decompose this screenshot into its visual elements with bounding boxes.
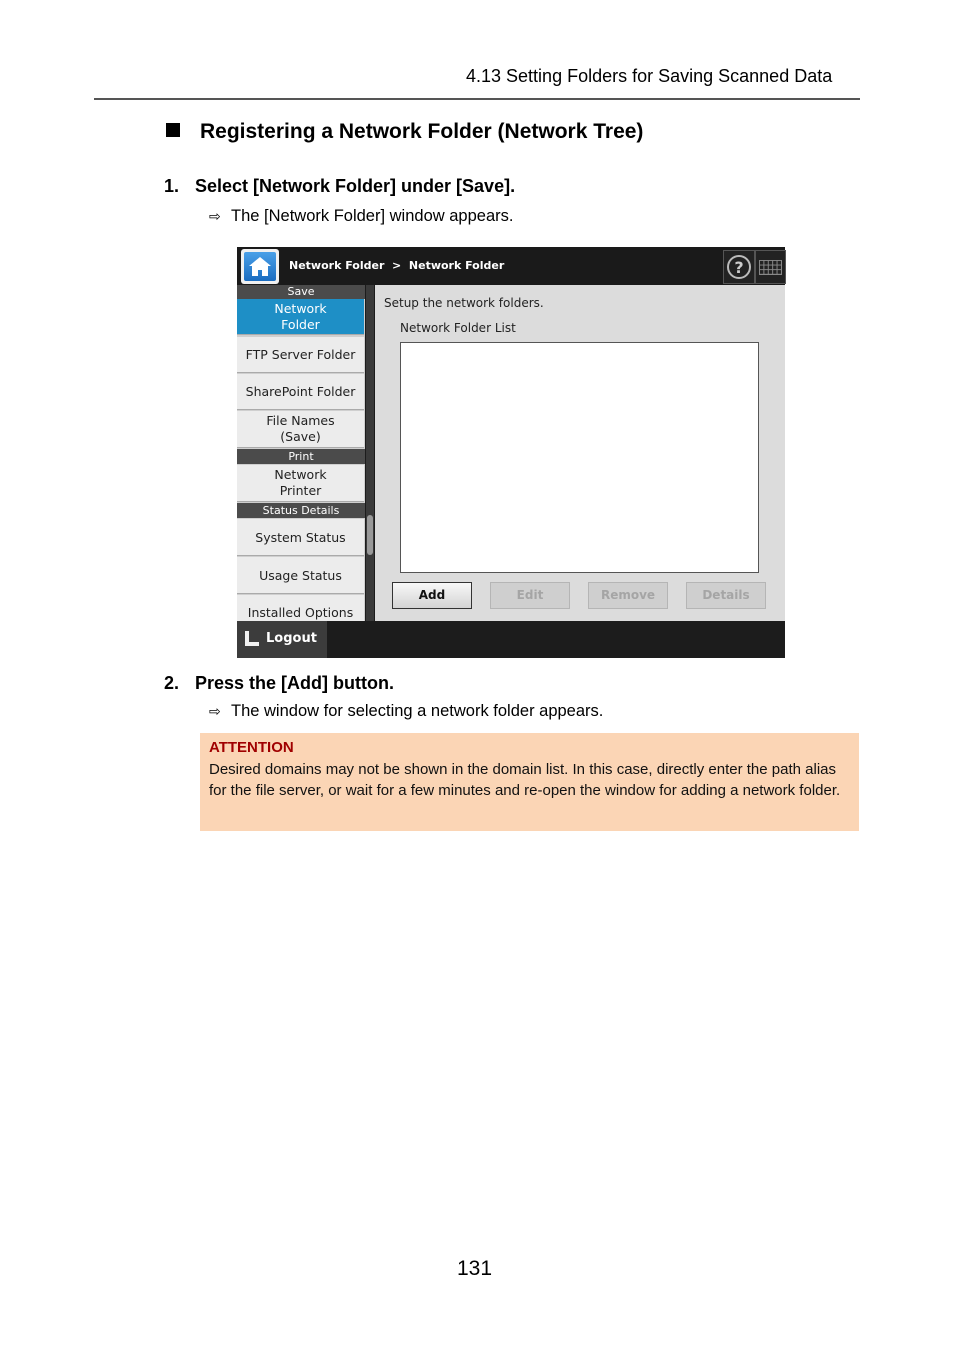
sidebar-item-sharepoint-folder[interactable]: SharePoint Folder [237, 374, 364, 410]
sidebar-header-status-details: Status Details [237, 503, 365, 518]
home-icon [244, 252, 276, 281]
result-arrow-icon: ⇨ [209, 208, 221, 224]
step-1-number: 1. [164, 176, 180, 196]
help-icon: ? [727, 255, 751, 279]
result-arrow-icon: ⇨ [209, 703, 221, 719]
logout-label: Logout [266, 631, 317, 646]
step-1-text: Select [Network Folder] under [Save]. [195, 176, 516, 196]
sidebar-header-print: Print [237, 449, 365, 464]
sidebar-header-save: Save [237, 285, 365, 299]
step-2-text: Press the [Add] button. [195, 673, 394, 693]
logout-button[interactable] [237, 621, 327, 658]
step-1 [164, 176, 515, 197]
section-title-text: Registering a Network Folder (Network Tree) [200, 120, 644, 143]
add-button[interactable]: Add [392, 582, 472, 609]
attention-body: Desired domains may not be shown in the domain list. In this case, directly enter the path alias for the file server, or wait for a few minutes and re-open the window for adding a network folder. [209, 761, 841, 799]
instruction-text: Setup the network folders. [384, 296, 544, 310]
breadcrumb: Network Folder > Network Folder [289, 259, 505, 272]
home-button[interactable] [241, 249, 279, 284]
sidebar-item-installed-options[interactable]: Installed Options [237, 595, 364, 621]
network-folder-screenshot [237, 247, 785, 658]
keyboard-button[interactable] [755, 250, 786, 284]
header-rule [94, 98, 860, 100]
content-panel [375, 285, 785, 621]
attention-title: ATTENTION [209, 739, 294, 756]
sidebar-item-file-names[interactable]: File Names (Save) [237, 411, 364, 448]
running-header: 4.13 Setting Folders for Saving Scanned Data [466, 66, 833, 86]
list-label: Network Folder List [400, 321, 516, 335]
edit-button[interactable]: Edit [490, 582, 570, 609]
sidebar-item-network-printer[interactable]: Network Printer [237, 465, 364, 502]
sidebar-item-network-folder[interactable]: Network Folder [237, 299, 364, 335]
step-1-result [209, 207, 513, 226]
network-folder-list[interactable] [400, 342, 759, 573]
sidebar-item-usage-status[interactable]: Usage Status [237, 557, 364, 594]
bullet-square-icon [166, 123, 180, 137]
sidebar-scroll-thumb[interactable] [367, 515, 373, 555]
sidebar-item-ftp-server-folder[interactable]: FTP Server Folder [237, 337, 364, 373]
step-2-result [209, 702, 603, 721]
attention-box [200, 733, 859, 831]
step-2-result-text: The window for selecting a network folder appears. [231, 702, 604, 720]
remove-button[interactable]: Remove [588, 582, 668, 609]
step-2-number: 2. [164, 673, 180, 693]
sidebar-scrollbar[interactable] [366, 285, 374, 621]
sidebar [237, 285, 365, 621]
details-button[interactable]: Details [686, 582, 766, 609]
page-number: 131 [457, 1257, 493, 1280]
logout-icon [245, 631, 259, 646]
section-title [166, 120, 643, 144]
keyboard-icon [759, 260, 782, 275]
sidebar-item-system-status[interactable]: System Status [237, 519, 364, 556]
step-2 [164, 673, 394, 694]
help-button[interactable] [723, 250, 755, 284]
step-1-result-text: The [Network Folder] window appears. [231, 207, 514, 225]
